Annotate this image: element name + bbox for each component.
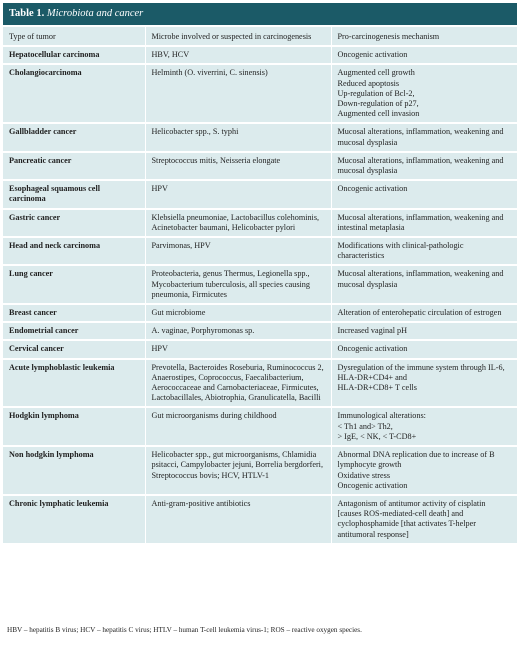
mechanism-cell <box>331 495 517 544</box>
mechanism-line: Mucosal alterations, inflammation, weakening and mucosal dysplasia <box>337 269 504 289</box>
tumor-type-cell: Endometrial cancer <box>3 322 145 340</box>
table-body <box>3 46 517 544</box>
column-header-tumor: Type of tumor <box>3 27 145 46</box>
mechanism-line: Oncogenic activation <box>337 480 408 490</box>
table-row <box>3 64 517 123</box>
microbe-line: Helicobacter spp., gut microorganisms, Chlamidia psitacci, Campylobacter jejuni, Borrelia bergdorferi, Streptococcus bovis; HCV, HTLV-1 <box>151 450 323 480</box>
microbe-cell <box>145 237 331 265</box>
microbe-line: Klebsiella pneumoniae, Lactobacillus colehominis, Acinetobacter baumani, Helicobacter pylori <box>151 212 320 232</box>
microbe-line: HPV <box>151 344 168 354</box>
mechanism-line: Increased vaginal pH <box>337 326 408 336</box>
table-row <box>3 237 517 265</box>
table-row <box>3 180 517 208</box>
microbe-cell <box>145 180 331 208</box>
microbe-line: Gut microbiome <box>151 308 206 318</box>
mechanism-line: Up-regulation of Bcl-2, <box>337 88 415 98</box>
microbe-line: Anti-gram-positive antibiotics <box>151 498 251 508</box>
tumor-type-cell: Chronic lymphatic leukemia <box>3 495 145 544</box>
table-title-label: Table 1. <box>9 8 45 19</box>
mechanism-line: Oxidative stress <box>337 470 391 480</box>
tumor-type-cell: Cervical cancer <box>3 340 145 358</box>
mechanism-line: Antagonism of antitumor activity of cisplatin [causes ROS-mediated-cell death] and cyclophosphamide [that activates T-helper antitumoral response] <box>337 498 486 539</box>
table-row <box>3 304 517 322</box>
mechanism-line: Down-regulation of p27, <box>337 99 419 109</box>
microbe-line: Helminth (O. viverrini, C. sinensis) <box>151 68 268 78</box>
mechanism-line: Oncogenic activation <box>337 344 408 354</box>
tumor-type-cell: Head and neck carcinoma <box>3 237 145 265</box>
microbe-cell <box>145 322 331 340</box>
microbe-cell <box>145 265 331 304</box>
tumor-type-cell: Cholangiocarcinoma <box>3 64 145 123</box>
tumor-type-cell: Esophageal squamous cell carcinoma <box>3 180 145 208</box>
microbe-line: Helicobacter spp., S. typhi <box>151 127 239 137</box>
mechanism-cell <box>331 237 517 265</box>
microbe-cell <box>145 152 331 180</box>
mechanism-cell <box>331 46 517 64</box>
table-row <box>3 340 517 358</box>
table-row <box>3 209 517 237</box>
mechanism-line: Oncogenic activation <box>337 50 408 60</box>
microbe-line: A. vaginae, Porphyromonas sp. <box>151 326 255 336</box>
mechanism-line: Alteration of enterohepatic circulation of estrogen <box>337 308 502 318</box>
microbe-line: HPV <box>151 184 168 194</box>
mechanism-cell <box>331 304 517 322</box>
mechanism-line: Oncogenic activation <box>337 184 408 194</box>
mechanism-cell <box>331 152 517 180</box>
tumor-type-cell: Acute lymphoblastic leukemia <box>3 359 145 408</box>
tumor-type-cell: Lung cancer <box>3 265 145 304</box>
mechanism-line: < Th1 and> Th2, <box>337 421 393 431</box>
microbe-line: Parvimonas, HPV <box>151 241 211 251</box>
mechanism-cell <box>331 64 517 123</box>
table-row <box>3 322 517 340</box>
mechanism-line: Reduced apoptosis <box>337 78 400 88</box>
column-header-microbe: Microbe involved or suspected in carcinogenesis <box>145 27 331 46</box>
mechanism-line: Dysregulation of the immune system through IL-6, <box>337 362 505 372</box>
mechanism-line: Augmented cell invasion <box>337 109 420 119</box>
mechanism-line: > IgE, < NK, < T-CD8+ <box>337 431 417 441</box>
mechanism-cell <box>331 322 517 340</box>
mechanism-cell <box>331 123 517 151</box>
microbe-cell <box>145 359 331 408</box>
microbe-cell <box>145 209 331 237</box>
tumor-type-cell: Breast cancer <box>3 304 145 322</box>
microbe-cell <box>145 446 331 495</box>
mechanism-line: Mucosal alterations, inflammation, weakening and mucosal dysplasia <box>337 155 504 176</box>
microbe-cell <box>145 46 331 64</box>
tumor-type-cell: Gallbladder cancer <box>3 123 145 151</box>
table-title-text: Microbiota and cancer <box>46 8 144 19</box>
table-row <box>3 152 517 180</box>
microbe-cell <box>145 304 331 322</box>
mechanism-line: HLA-DR+CD8+ T cells <box>337 383 417 393</box>
table-title <box>3 3 517 25</box>
tumor-type-cell: Gastric cancer <box>3 209 145 237</box>
microbe-cell <box>145 407 331 446</box>
microbe-line: Proteobacteria, genus Thermus, Legionella spp., Mycobacterium tuberculosis, all species causing pneumonia, Firmicutes <box>151 269 310 299</box>
tumor-type-cell: Non hodgkin lymphoma <box>3 446 145 495</box>
mechanism-line: Modifications with clinical-pathologic characteristics <box>337 241 464 261</box>
mechanism-cell <box>331 446 517 495</box>
mechanism-line: Immunological alterations: <box>337 411 426 421</box>
microbe-cell <box>145 495 331 544</box>
microbe-line: HBV, HCV <box>151 50 190 60</box>
microbe-line: Gut microorganisms during childhood <box>151 411 277 421</box>
microbe-cell <box>145 64 331 123</box>
tumor-type-cell: Hodgkin lymphoma <box>3 407 145 446</box>
table-row <box>3 46 517 64</box>
column-header-mechanism: Pro-carcinogenesis mechanism <box>331 27 517 46</box>
mechanism-line: Abnormal DNA replication due to increase of B lymphocyte growth <box>337 450 495 470</box>
mechanism-line: Mucosal alterations, inflammation, weakening and intestinal metaplasia <box>337 212 504 232</box>
mechanism-cell <box>331 209 517 237</box>
mechanism-line: Mucosal alterations, inflammation, weakening and mucosal dysplasia <box>337 127 504 147</box>
mechanism-line: HLA-DR+CD4+ and <box>337 372 407 382</box>
mechanism-cell <box>331 407 517 446</box>
mechanism-cell <box>331 359 517 408</box>
table-row <box>3 446 517 495</box>
table-footnote: HBV – hepatitis B virus; HCV – hepatitis C virus; HTLV – human T-cell leukemia virus-1; ROS – reactive oxygen species. <box>7 626 362 634</box>
mechanism-line: Augmented cell growth <box>337 68 415 78</box>
tumor-type-cell: Pancreatic cancer <box>3 152 145 180</box>
table-header-row <box>3 27 517 46</box>
table-row <box>3 495 517 544</box>
tumor-type-cell: Hepatocellular carcinoma <box>3 46 145 64</box>
microbe-line: Prevotella, Bacteroides Roseburia, Ruminococcus 2, Anaerostipes, Coprococcus, Faecalibacterium, Aerococcaceae and Carnobacteriaceae, Firmicutes, Lactobacillales, Abiotrophia, Granulicatella, Bacilli <box>151 362 324 403</box>
mechanism-cell <box>331 265 517 304</box>
microbe-cell <box>145 123 331 151</box>
mechanism-cell <box>331 340 517 358</box>
microbiota-cancer-table <box>3 27 518 545</box>
table-row <box>3 359 517 408</box>
table-row <box>3 265 517 304</box>
table-row <box>3 123 517 151</box>
microbe-cell <box>145 340 331 358</box>
mechanism-cell <box>331 180 517 208</box>
table-row <box>3 407 517 446</box>
microbe-line: Streptococcus mitis, Neisseria elongate <box>151 155 281 165</box>
